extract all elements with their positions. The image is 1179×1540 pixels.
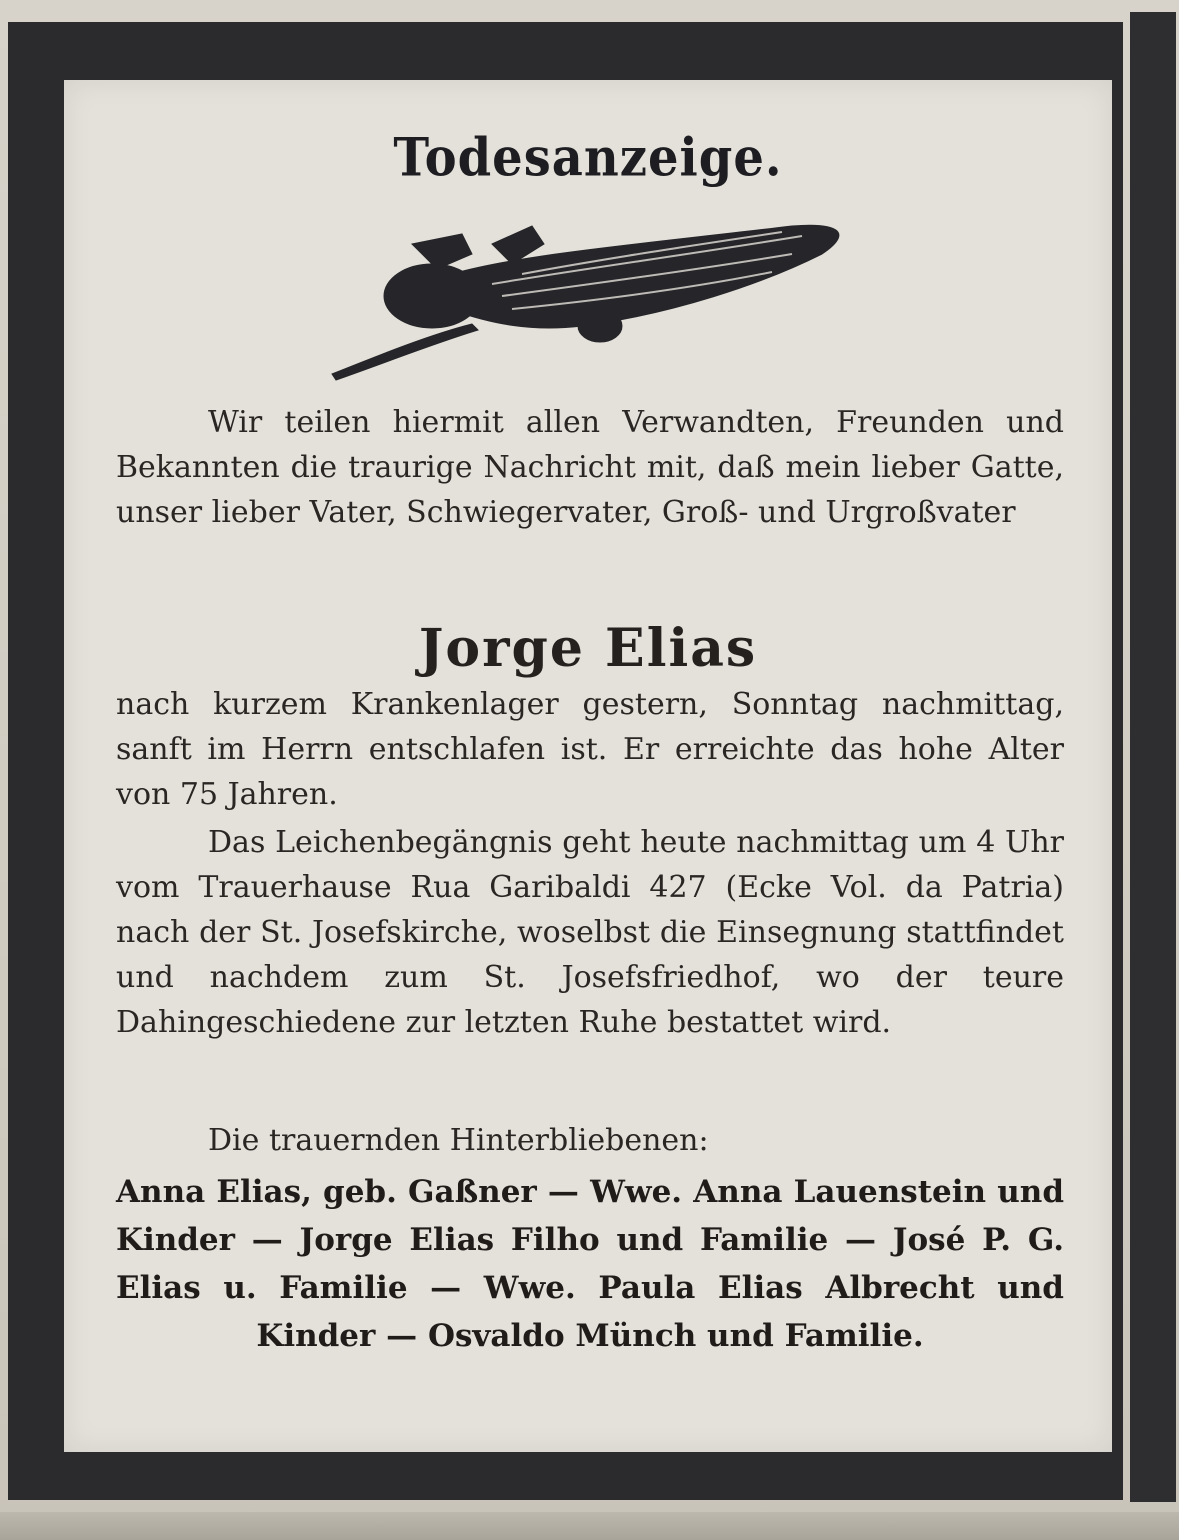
passing-paragraph: nach kurzem Krankenlager gestern, Sonntag nachmittag, sanft im Herrn entschlafen ist. Er erreichte das hohe Alter von 75 Jahren.	[116, 687, 1064, 812]
notice-body	[64, 80, 1112, 1452]
adjacent-border	[1130, 12, 1176, 1502]
deceased-name: Jorge Elias	[418, 618, 758, 679]
mourners-list: Anna Elias, geb. Gaßner — Wwe. Anna Lauenstein und Kinder — Jorge Elias Filho und Familie — José P. G. Elias u. Familie — Wwe. Paula Elias Albrecht und Kinder — Osvaldo Münch und Familie.	[116, 1174, 1064, 1354]
funeral-paragraph: Das Leichenbegängnis geht heute nachmittag um 4 Uhr vom Trauerhause Rua Garibaldi 427 (Ecke Vol. da Patria) nach der St. Josefskirche, woselbst die Einsegnung stattfindet und nachdem zum St. Josefsfriedhof, wo der teure Dahingeschiedene zur letzten Ruhe bestattet wird.	[116, 825, 1064, 1040]
page-edge	[0, 1512, 1179, 1540]
intro-paragraph: Wir teilen hiermit allen Verwandten, Freunden und Bekannten die traurige Nachricht mit, daß mein lieber Gatte, unser lieber Vater, Schwiegervater, Groß- und Urgroßvater	[116, 405, 1064, 530]
palm-frond-ribbon-icon	[322, 214, 862, 384]
mourners-heading: Die trauernden Hinterbliebenen:	[208, 1123, 709, 1158]
notice-title: Todesanzeige.	[393, 127, 783, 189]
